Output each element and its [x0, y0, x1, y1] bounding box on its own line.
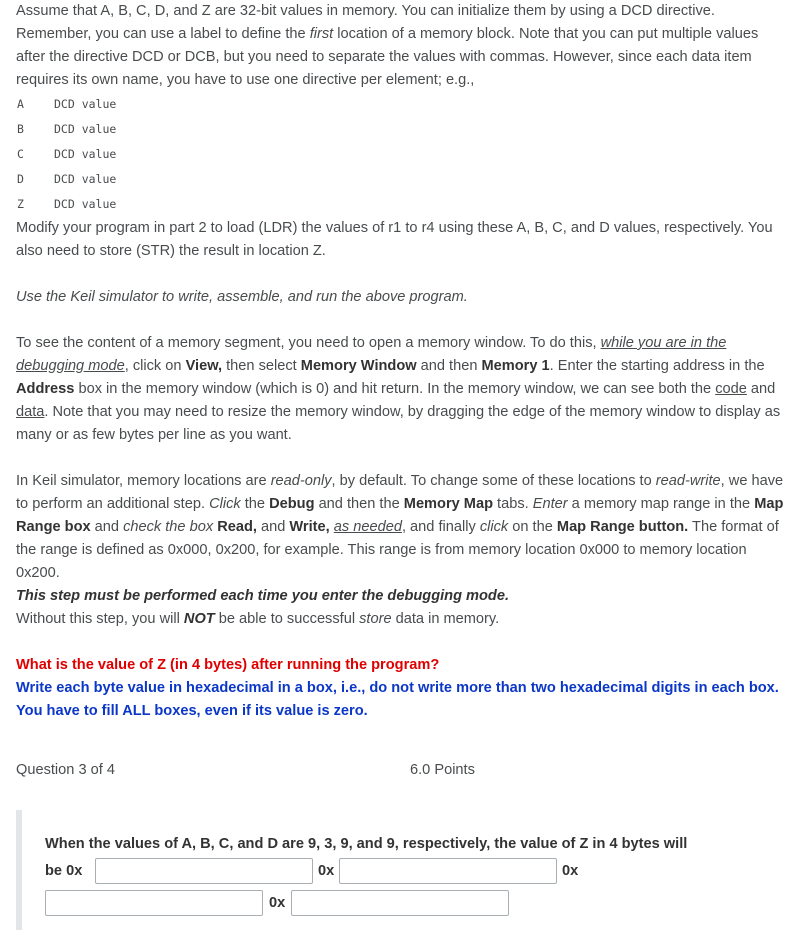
debug-warning: This step must be performed each time you enter the debugging mode.: [16, 588, 510, 604]
question-prompt: What is the value of Z (in 4 bytes) after running the program?: [16, 657, 440, 673]
question-panel: [16, 810, 792, 930]
code-line: [17, 172, 116, 186]
question-stem: When the values of A, B, C, and D are 9, 3, 9, and 9, respectively, the value of Z in 4 bytes will: [45, 836, 688, 852]
code-line: [17, 122, 116, 136]
code-line: [17, 97, 116, 111]
code-label: D: [17, 172, 24, 186]
answer-byte-4[interactable]: [291, 890, 509, 916]
code-label: Z: [17, 197, 24, 211]
code-directive: DCD value: [54, 122, 117, 136]
question-instructions: [16, 654, 786, 723]
code-line: [17, 197, 116, 211]
code-directive: DCD value: [54, 197, 117, 211]
code-directive: DCD value: [54, 147, 117, 161]
panel-stripe: [16, 810, 22, 930]
keil-use-paragraph: Use the Keil simulator to write, assemble, and run the above program.: [16, 289, 468, 305]
intro-first: first: [309, 26, 334, 42]
question-format-note: Write each byte value in hexadecimal in a box, i.e., do not write more than two hexadecimal digits in each box. You have to fill ALL boxes, even if its value is zero.: [16, 680, 779, 719]
code-label: B: [17, 122, 24, 136]
answer-byte-3[interactable]: [45, 890, 263, 916]
answer-byte-1[interactable]: [95, 858, 313, 884]
question-points: 6.0 Points: [410, 762, 475, 778]
code-directive: DCD value: [54, 172, 117, 186]
modify-paragraph: Modify your program in part 2 to load (LDR) the values of r1 to r4 using these A, B, C, and D values, respectively. You also need to store (STR) the result in location Z.: [16, 220, 773, 259]
hex-prefix-3: 0x: [562, 863, 579, 879]
code-line: [17, 147, 116, 161]
memory-window-paragraph: To see the content of a memory segment, you need to open a memory window. To do this, while you are in the debugging mode, click on View, then select Memory Window and then Memory 1. Enter the starting address in the Address box in the memory window (which is 0) and hit return. In the memory window, we can see both the code and data. Note that you may need to resize the memory window, by dragging the edge of the memory window to display as many or as few bytes per line as you want.: [16, 335, 781, 443]
code-label: A: [17, 97, 24, 111]
answer-byte-2[interactable]: [339, 858, 557, 884]
code-directive: DCD value: [54, 97, 117, 111]
hex-prefix-4: 0x: [269, 895, 286, 911]
intro-text-rest: location of a memory block. Note that you can put multiple values after the directive DCD or DCB, but you need to separate the values with commas. However, since each data item requires its own name, you have to use one directive per element; e.g.,: [16, 26, 759, 88]
intro-paragraph: [16, 0, 786, 92]
be-prefix: be 0x: [45, 863, 83, 879]
intro-text: Assume that A, B, C, D, and Z are 32-bit values in memory. You can initialize them by using a DCD directive. Remember, you can use a label to define the: [16, 3, 715, 42]
read-only-paragraph: In Keil simulator, memory locations are read-only, by default. To change some of these locations to read-write, we have to perform an additional step. Click the Debug and then the Memory Map tabs. Enter a memory map range in the Map Range box and check the box Read, and Write, as needed, and finally click on the Map Range button. The format of the range is defined as 0x000, 0x200, for example. This range is from memory location 0x000 to memory location 0x200. This step must be performed each time you enter the debugging mode. Without this step, you will NOT be able to successful store data in memory.: [16, 473, 784, 627]
code-label: C: [17, 147, 24, 161]
debugging-mode-emphasis: while you are in the debugging mode: [16, 335, 727, 374]
question-number: Question 3 of 4: [16, 762, 115, 778]
hex-prefix-2: 0x: [318, 863, 335, 879]
